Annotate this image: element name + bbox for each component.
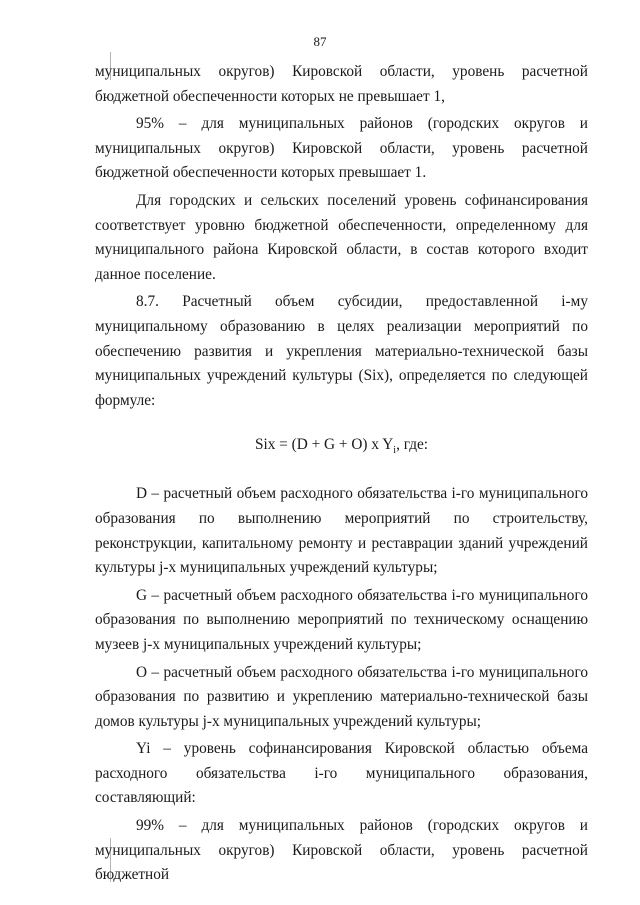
formula-rhs: , где: — [396, 436, 429, 454]
formula-subscript: i — [393, 445, 397, 457]
document-body — [95, 60, 588, 888]
formula-lhs: Six = (D + G + O) x Y — [254, 436, 394, 454]
definition-item: G – расчетный объем расходного обязательства i-го муниципального образования по выполнению мероприятий по техническому оснащению музеев j-х муниципальных учреждений культуры; — [95, 586, 588, 653]
formula — [95, 433, 588, 463]
paragraph: 8.7. Расчетный объем субсидии, предоставленной i-му муниципальному образованию в целях реализации мероприятий по обеспечению развития и укрепления материально-технической базы муниципальных учреждений культуры (Six), определяется по следующей формуле: — [95, 293, 588, 409]
definition-item: Yi – уровень софинансирования Кировской областью объема расходного обязательства i-го муниципального образования, составляющий: — [95, 740, 588, 807]
paragraph: муниципальных округов) Кировской области, уровень расчетной бюджетной обеспеченности которых не превышает 1, — [95, 63, 588, 105]
paragraph: Для городских и сельских поселений уровень софинансирования соответствует уровню бюджетной обеспеченности, определенному для муниципального района Кировской области, в состав которого входит данное поселение. — [95, 191, 588, 283]
page-number: 87 — [313, 34, 327, 49]
definition-item: 99% – для муниципальных районов (городских округов и муниципальных округов) Кировской области, уровень расчетной бюджетной — [95, 817, 588, 884]
definition-item: D – расчетный объем расходного обязательства i-го муниципального образования по выполнению мероприятий по строительству, реконструкции, капитальному ремонту и реставрации зданий учреждений культуры j-х муниципальных учреждений культуры; — [95, 485, 588, 577]
definition-item: О – расчетный объем расходного обязательства i-го муниципального образования по развитию и укреплению материально-технической базы домов культуры j-х муниципальных учреждений культуры; — [95, 663, 588, 730]
paragraph: 95% – для муниципальных районов (городских округов и муниципальных округов) Кировской области, уровень расчетной бюджетной обеспеченности которых превышает 1. — [95, 115, 588, 182]
